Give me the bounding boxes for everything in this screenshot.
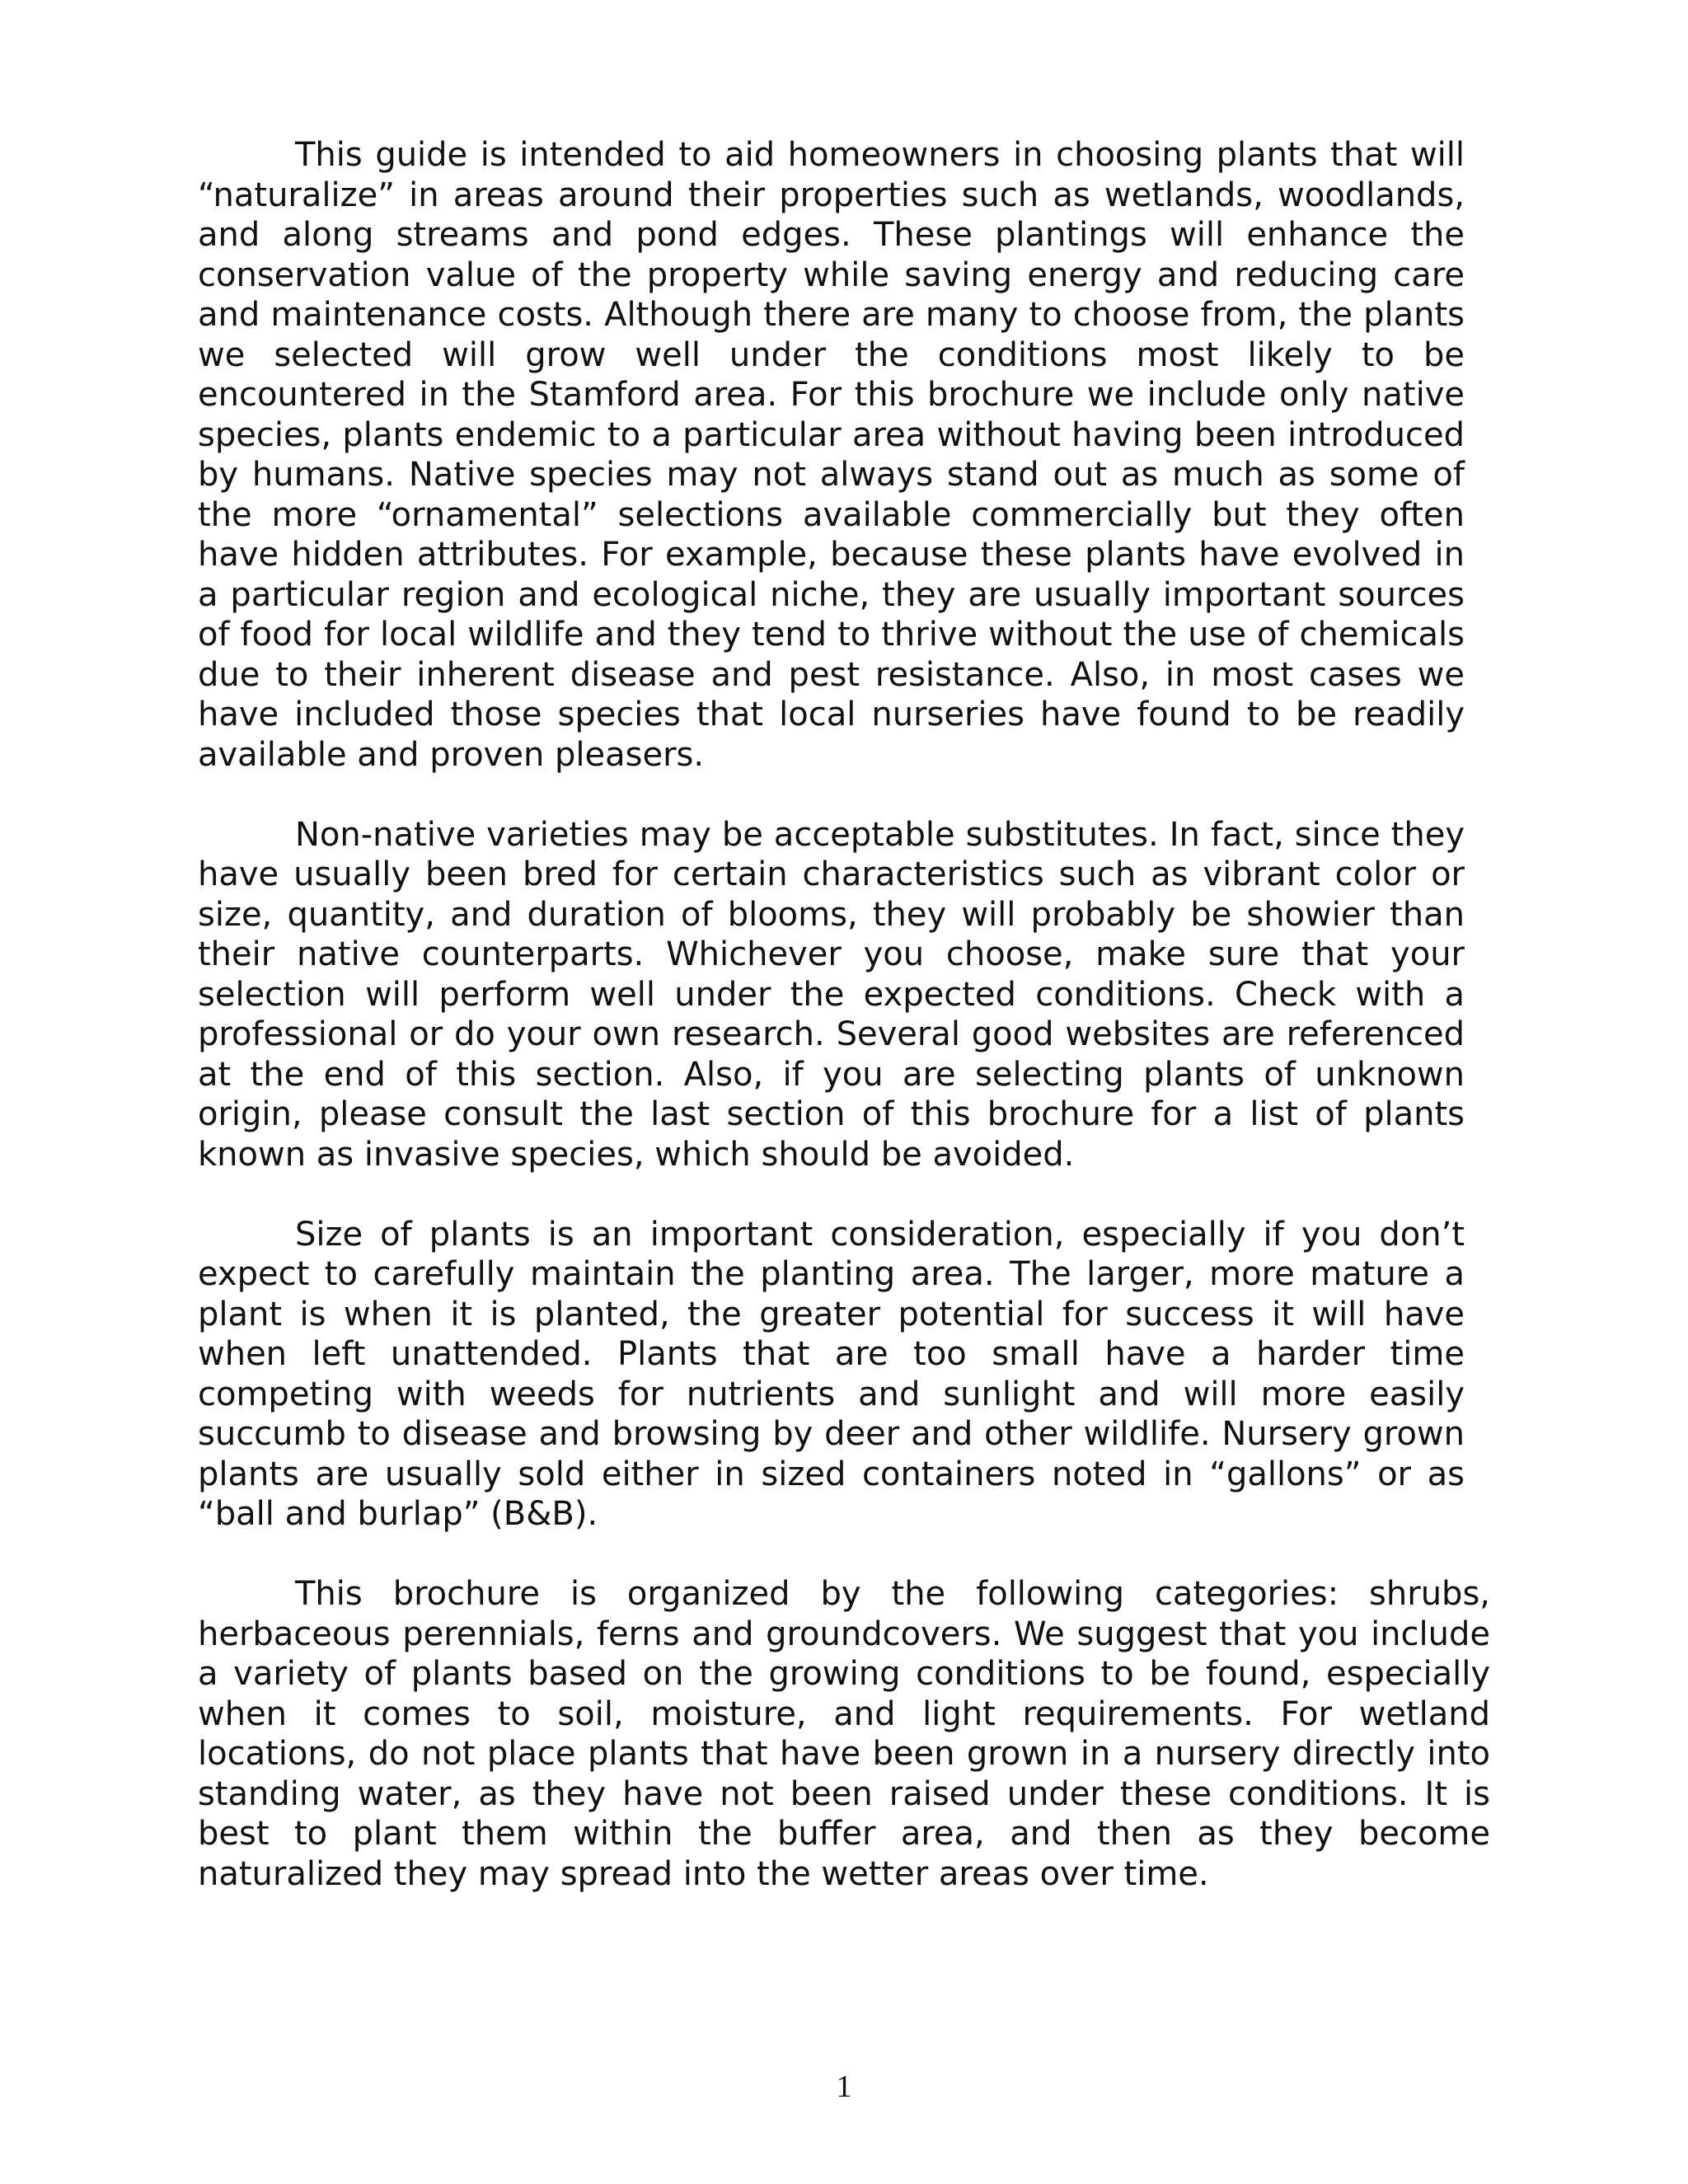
- paragraph-non-native: Non-native varieties may be acceptable substitutes. In fact, since they have usually been bred for certain characteristics such as vibrant color or size, quantity, and duration of blooms, they will probably be showier than their native counterparts. Whichever you choose, make sure that your selection will perform well under the expected conditions. Check with a professional or do your own research. Several good websites are referenced at the end of this section. Also, if you are selecting plants of unknown origin, please consult the last section of this brochure for a list of plants known as invasive species, which should be avoided.: [198, 815, 1465, 1174]
- page-number: 1: [836, 2069, 852, 2104]
- paragraph-plant-size: Size of plants is an important consideration, especially if you don’t expect to carefully maintain the planting area. The larger, more mature a plant is when it is planted, the greater potential for success it will have when left unattended. Plants that are too small have a harder time competing with weeds for nutrients and sunlight and will more easily succumb to disease and browsing by deer and other wildlife. Nursery grown plants are usually sold either in sized containers noted in “gallons” or as “ball and burlap” (B&B).: [198, 1215, 1465, 1533]
- paragraph-intro: This guide is intended to aid homeowners in choosing plants that will “naturalize” in areas around their properties such as wetlands, woodlands, and along streams and pond edges. These plantings will enhance the conservation value of the property while saving energy and reducing care and maintenance costs. Although there are many to choose from, the plants we selected will grow well under the conditions most likely to be encountered in the Stamford area. For this brochure we include only native species, plants endemic to a particular area without having been introduced by humans. Native species may not always stand out as much as some of the more “ornamental” selections available commercially but they often have hidden attributes. For example, because these plants have evolved in a particular region and ecological niche, they are usually important sources of food for local wildlife and they tend to thrive without the use of chemicals due to their inherent disease and pest resistance. Also, in most cases we have included those species that local nurseries have found to be readily available and proven pleasers.: [198, 136, 1465, 774]
- paragraph-organization: This brochure is organized by the following categories: shrubs, herbaceous perennials, ferns and groundcovers. We suggest that you include a variety of plants based on the growing conditions to be found, especially when it comes to soil, moisture, and light requirements. For wetland locations, do not place plants that have been grown in a nursery directly into standing water, as they have not been raised under these conditions. It is best to plant them within the buffer area, and then as they become naturalized they may spread into the wetter areas over time.: [198, 1575, 1490, 1893]
- body-text: [198, 135, 1490, 1934]
